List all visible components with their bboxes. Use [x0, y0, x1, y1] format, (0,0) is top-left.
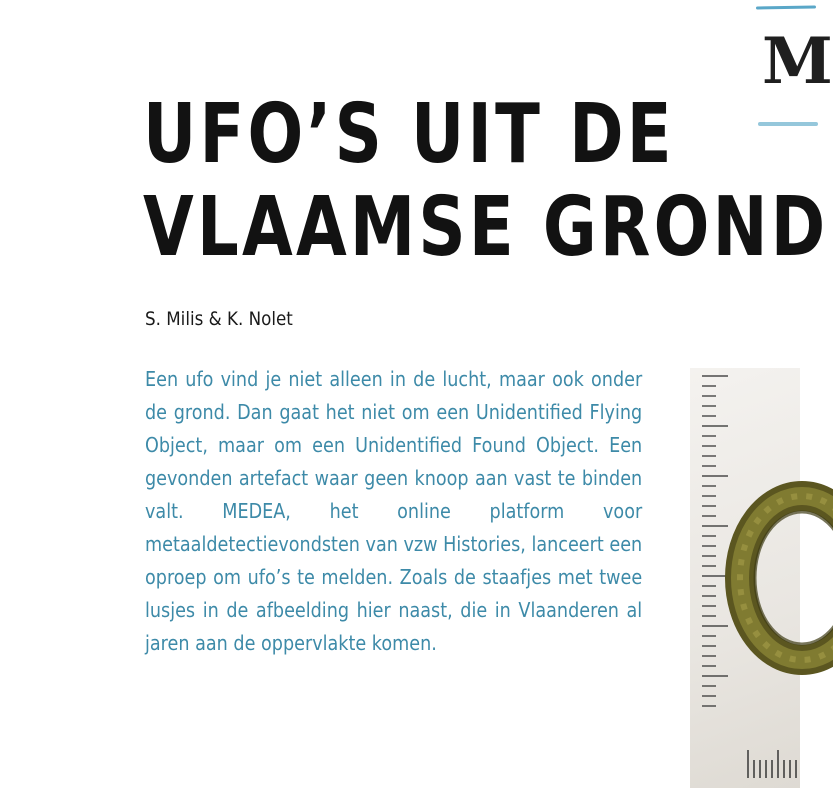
- ruler-scale-horizontal: [748, 750, 796, 778]
- article-title: [143, 88, 828, 274]
- logo-brush-stroke-top: [756, 5, 816, 9]
- bronze-ring-artifact: [740, 496, 833, 660]
- logo-letter: M: [762, 24, 833, 99]
- title-line-1: UFO’S UIT DE: [143, 87, 675, 182]
- article-authors: S. Milis & K. Nolet: [145, 308, 293, 330]
- artifact-photo: [690, 368, 800, 788]
- artifact-photo-drawing: [690, 368, 800, 788]
- article-intro: Een ufo vind je niet alleen in de lucht, maar ook onder de grond. Dan gaat het niet om een Unidentified Flying Object, maar om een Unidentified Found Object. Een gevonden artefact waar geen knoop aan vast te binden valt. MEDEA, het online platform voor metaaldetectievondsten van vzw Histories, lanceert een oproep om ufo’s te melden. Zoals de staafjes met twee lusjes in de afbeelding hier naast, die in Vlaanderen al jaren aan de oppervlakte komen.: [145, 367, 643, 655]
- ruler-scale-vertical: [702, 376, 728, 706]
- title-line-2: VLAAMSE GROND: [143, 180, 829, 275]
